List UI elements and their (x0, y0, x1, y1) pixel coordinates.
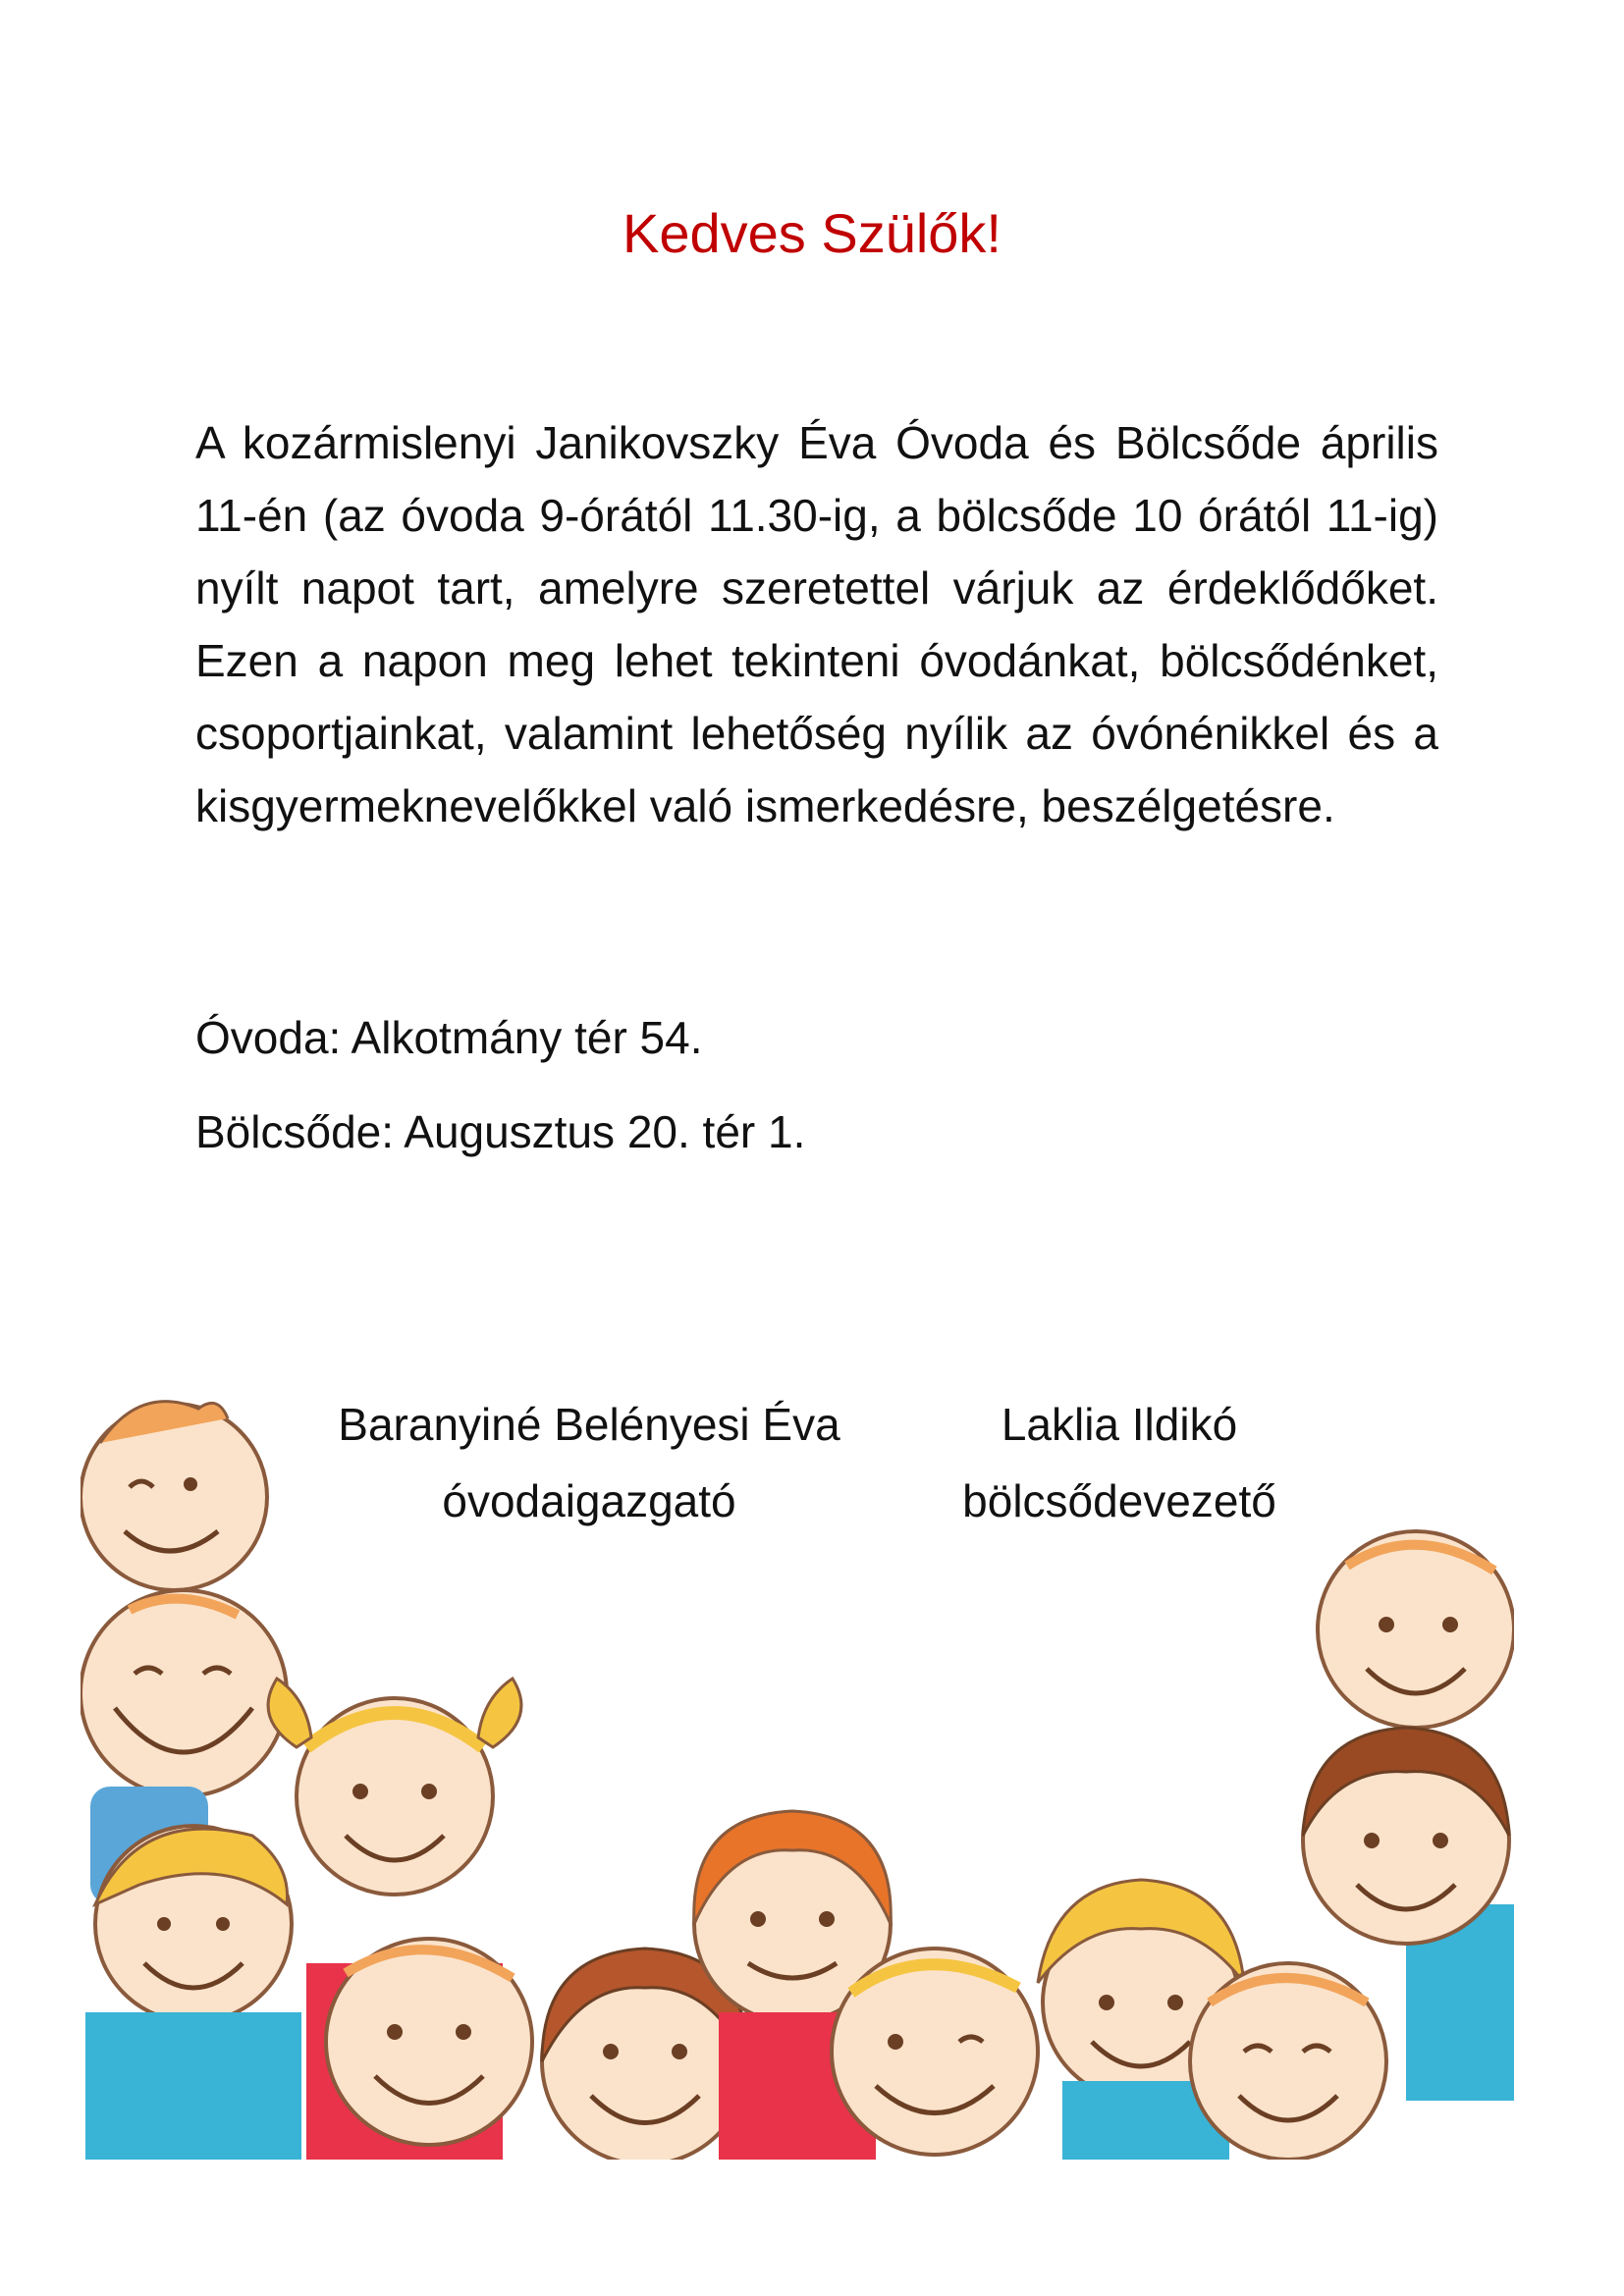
signature-role: óvodaigazgató (442, 1475, 736, 1526)
child-face (326, 1939, 532, 2145)
nursery-address: Bölcsőde: Augusztus 20. tér 1. (195, 1106, 806, 1157)
child-face (95, 1826, 292, 2022)
signature-block-director (295, 1386, 884, 1539)
child-face (81, 1402, 267, 1590)
child-face (832, 1949, 1038, 2155)
child-face (268, 1679, 521, 1895)
child-face (1190, 1963, 1386, 2160)
signature-name: Laklia Ildikó (1001, 1399, 1238, 1450)
signature-name: Baranyiné Belényesi Éva (338, 1399, 840, 1450)
greeting-heading: Kedves Szülők! (623, 202, 1001, 264)
child-face (1303, 1728, 1509, 1944)
invitation-paragraph: A kozármislenyi Janikovszky Éva Óvoda és Bölcsőde április 11-én (az óvoda 9-órától 11.30-ig, a bölcsőde 10 órától 11-ig) nyílt napot tart, amelyre szeretettel várjuk az érdeklődőket. Ezen a napon meg lehet tekinteni óvodánkat, bölcsődénket, csoportjainkat, valamint lehetőség nyílik az óvónénikkel és a kisgyermeknevelőkkel való ismerkedésre, beszélgetésre. (195, 417, 1438, 831)
signature-block-nursery-head (864, 1386, 1375, 1539)
signature-role: bölcsődevezető (962, 1475, 1276, 1526)
child-face (1318, 1531, 1514, 1728)
child-face (81, 1590, 287, 1796)
kindergarten-address: Óvoda: Alkotmány tér 54. (195, 1012, 703, 1063)
